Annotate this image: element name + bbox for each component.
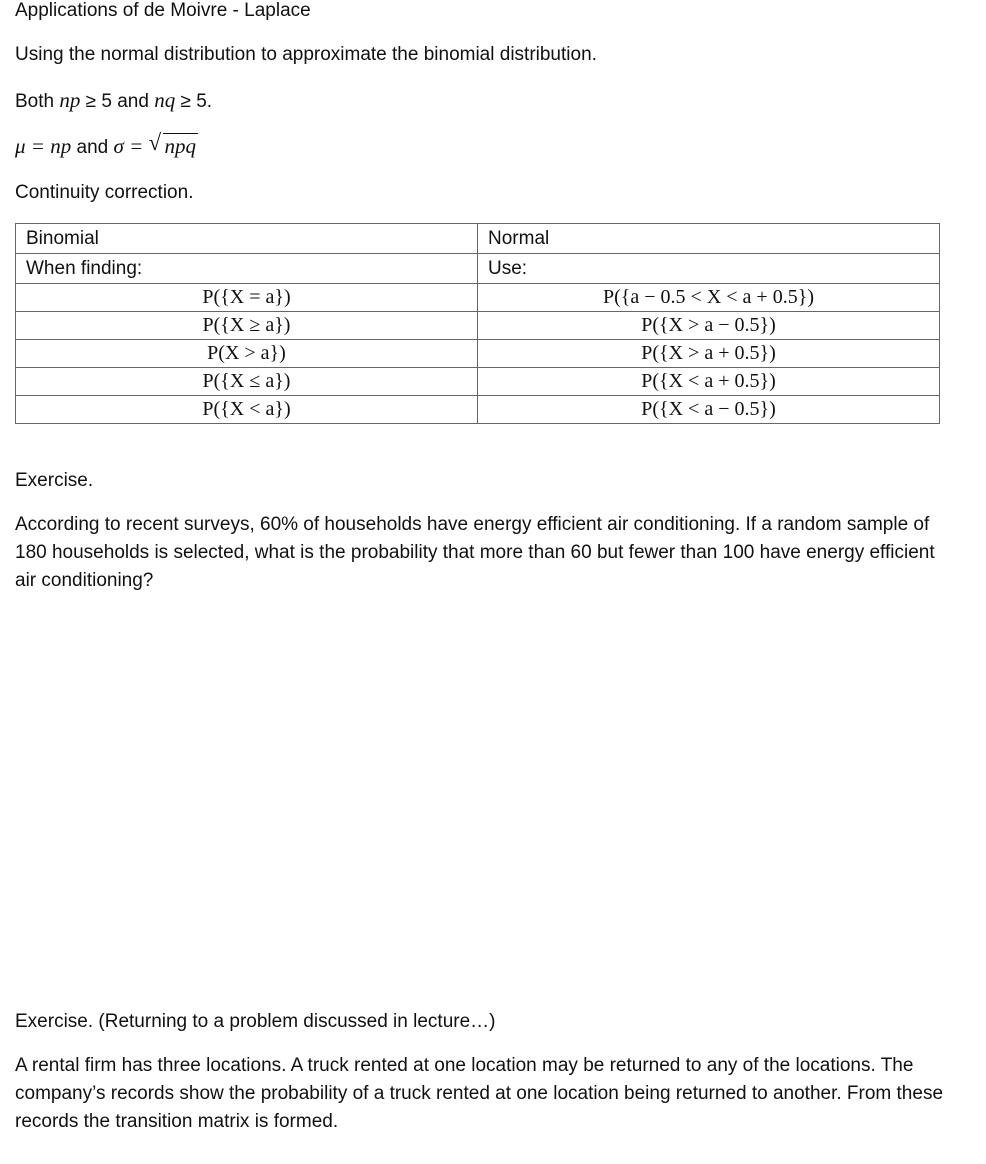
normal-cell: P({X > a + 0.5}): [478, 340, 940, 368]
table-row: [16, 396, 940, 424]
binomial-cell: P({X = a}): [16, 284, 478, 312]
condition-mid: 5 and: [101, 91, 155, 112]
exercise-1-heading: Exercise.: [15, 470, 94, 491]
normal-cell: P({X < a − 0.5}): [478, 396, 940, 424]
normal-cell: P({a − 0.5 < X < a + 0.5}): [478, 284, 940, 312]
table-row: [16, 284, 940, 312]
sqrt-argument: npq: [164, 134, 197, 158]
exercise-2-heading: Exercise. (Returning to a problem discussed in lecture…): [15, 1011, 496, 1032]
binomial-cell: P({X ≥ a}): [16, 312, 478, 340]
normal-cell: P({X > a − 0.5}): [478, 312, 940, 340]
page-title: Applications of de Moivre - Laplace: [15, 0, 311, 21]
continuity-correction-table: [15, 223, 940, 424]
subheader-when-finding: When finding:: [16, 254, 478, 284]
condition-line: [15, 88, 212, 113]
and-text: and: [71, 137, 114, 158]
table-row: [16, 368, 940, 396]
table-row: [16, 340, 940, 368]
sqrt-expression: [148, 130, 199, 159]
binomial-cell: P({X ≤ a}): [16, 368, 478, 396]
mu-equation: μ = np: [15, 134, 72, 158]
ge-sign-2: ≥ 5.: [175, 91, 213, 112]
exercise-2-text: A rental firm has three locations. A truck rented at one location may be returned to any of the locations. The company’s records show the probability of a truck rented at one location being returned to another. From these records the transition matrix is formed.: [15, 1055, 944, 1132]
normal-cell: P({X < a + 0.5}): [478, 368, 940, 396]
binomial-cell: P(X > a}): [16, 340, 478, 368]
condition-prefix: Both: [15, 91, 60, 112]
continuity-heading: Continuity correction.: [15, 182, 194, 203]
table-row: [16, 312, 940, 340]
subheader-use: Use:: [478, 254, 940, 284]
nq-term: nq: [154, 88, 176, 112]
header-binomial: Binomial: [16, 224, 478, 254]
binomial-cell: P({X < a}): [16, 396, 478, 424]
table-subheader-row: [16, 254, 940, 284]
ge-sign-1: ≥: [80, 91, 102, 112]
header-normal: Normal: [478, 224, 940, 254]
sqrt-symbol: √: [148, 130, 162, 155]
intro-text: Using the normal distribution to approximate the binomial distribution.: [15, 44, 597, 65]
sigma-equation: σ =: [113, 134, 149, 158]
np-term: np: [59, 88, 81, 112]
params-line: [15, 130, 198, 159]
table-header-row: [16, 224, 940, 254]
exercise-1-text: According to recent surveys, 60% of households have energy efficient air conditioning. If a random sample of 180 households is selected, what is the probability that more than 60 but fewer than 100 have energy efficient air conditioning?: [15, 514, 935, 591]
